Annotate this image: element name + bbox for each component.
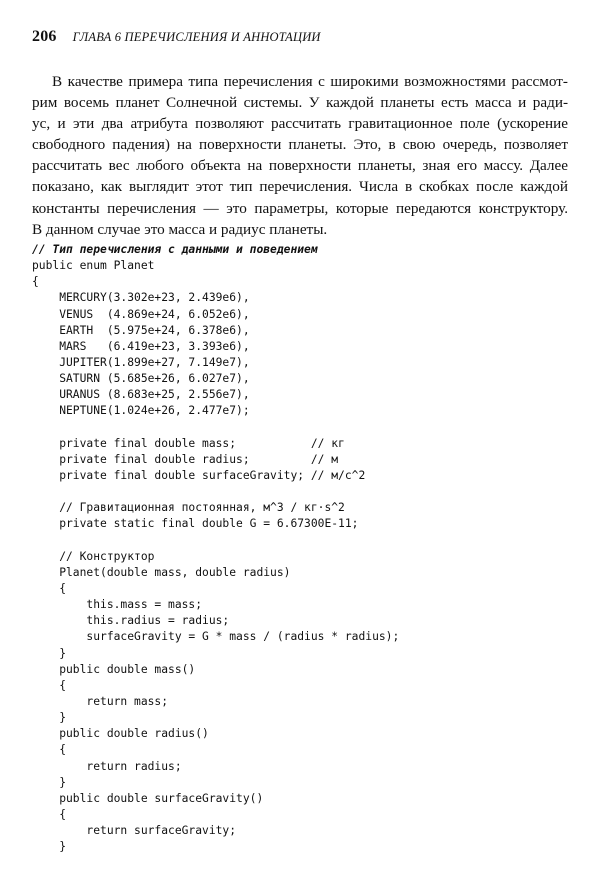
paragraph-line: константы перечисления — это параметры, которые передаются конструктору. [32, 199, 568, 217]
code-line: { [32, 678, 67, 692]
code-line: this.radius = radius; [32, 614, 230, 628]
code-line: // Конструктор [32, 549, 155, 563]
code-line: return surfaceGravity; [32, 824, 237, 838]
code-line: } [32, 840, 67, 854]
code-heading-comment: // Тип перечисления с данными и поведением [32, 243, 318, 256]
code-line: private final double radius; // м [32, 452, 339, 466]
code-line: NEPTUNE(1.024e+26, 2.477e7); [32, 404, 250, 418]
code-line: return radius; [32, 759, 182, 773]
paragraph-line: показано, как выглядит этот тип перечисления. Числа в скобках после каждой [32, 178, 568, 196]
chapter-title: ГЛАВА 6 ПЕРЕЧИСЛЕНИЯ И АННОТАЦИИ [72, 30, 321, 44]
code-listing [32, 242, 572, 855]
code-line: private static final double G = 6.67300E-11; [32, 517, 359, 531]
code-line: } [32, 711, 67, 725]
code-line: } [32, 646, 67, 660]
body-paragraph [32, 71, 568, 240]
code-line: public double radius() [32, 727, 209, 741]
code-line: { [32, 581, 67, 595]
code-line: public double mass() [32, 662, 196, 676]
code-line: SATURN (5.685e+26, 6.027e7), [32, 372, 250, 386]
code-line: URANUS (8.683e+25, 2.556e7), [32, 388, 250, 402]
code-line: MARS (6.419e+23, 3.393e6), [32, 339, 250, 353]
code-line: // Гравитационная постоянная, м^3 / кг·s^2 [32, 501, 345, 515]
code-line [32, 420, 572, 436]
code-line: public double surfaceGravity() [32, 791, 264, 805]
code-line: MERCURY(3.302e+23, 2.439e6), [32, 291, 250, 305]
code-line: { [32, 743, 67, 757]
code-line: return mass; [32, 694, 169, 708]
page-number: 206 [32, 28, 57, 45]
code-line: { [32, 807, 67, 821]
code-line: private final double mass; // кг [32, 436, 345, 450]
paragraph-line: рассчитать вес любого объекта на поверхности планеты, зная его массу. Далее [32, 157, 568, 175]
code-line: { [32, 275, 39, 289]
code-line: this.mass = mass; [32, 598, 203, 612]
paragraph-line: В качестве примера типа перечисления с широкими возможностями рассмот- [52, 73, 568, 90]
paragraph-line: рим восемь планет Солнечной системы. У каждой планеты есть масса и ради- [32, 94, 568, 112]
paragraph-line: свободного падения) на поверхности планеты. Это, в свою очередь, позволяет [32, 136, 568, 154]
code-line: EARTH (5.975e+24, 6.378e6), [32, 323, 250, 337]
code-line: Planet(double mass, double radius) [32, 565, 291, 579]
code-line [32, 484, 572, 500]
running-header [32, 28, 321, 50]
paragraph-line: В данном случае это масса и радиус планеты. [32, 220, 328, 238]
code-line: VENUS (4.869e+24, 6.052e6), [32, 307, 250, 321]
code-line: public enum Planet [32, 259, 155, 273]
code-line: } [32, 775, 67, 789]
code-line [32, 533, 572, 549]
paragraph-line: ус, и эти два атрибута позволяют рассчитать гравитационное поле (ускорение [32, 115, 568, 133]
code-line: surfaceGravity = G * mass / (radius * radius); [32, 630, 400, 644]
code-line: JUPITER(1.899e+27, 7.149e7), [32, 355, 250, 369]
code-line: private final double surfaceGravity; // м/с^2 [32, 468, 366, 482]
